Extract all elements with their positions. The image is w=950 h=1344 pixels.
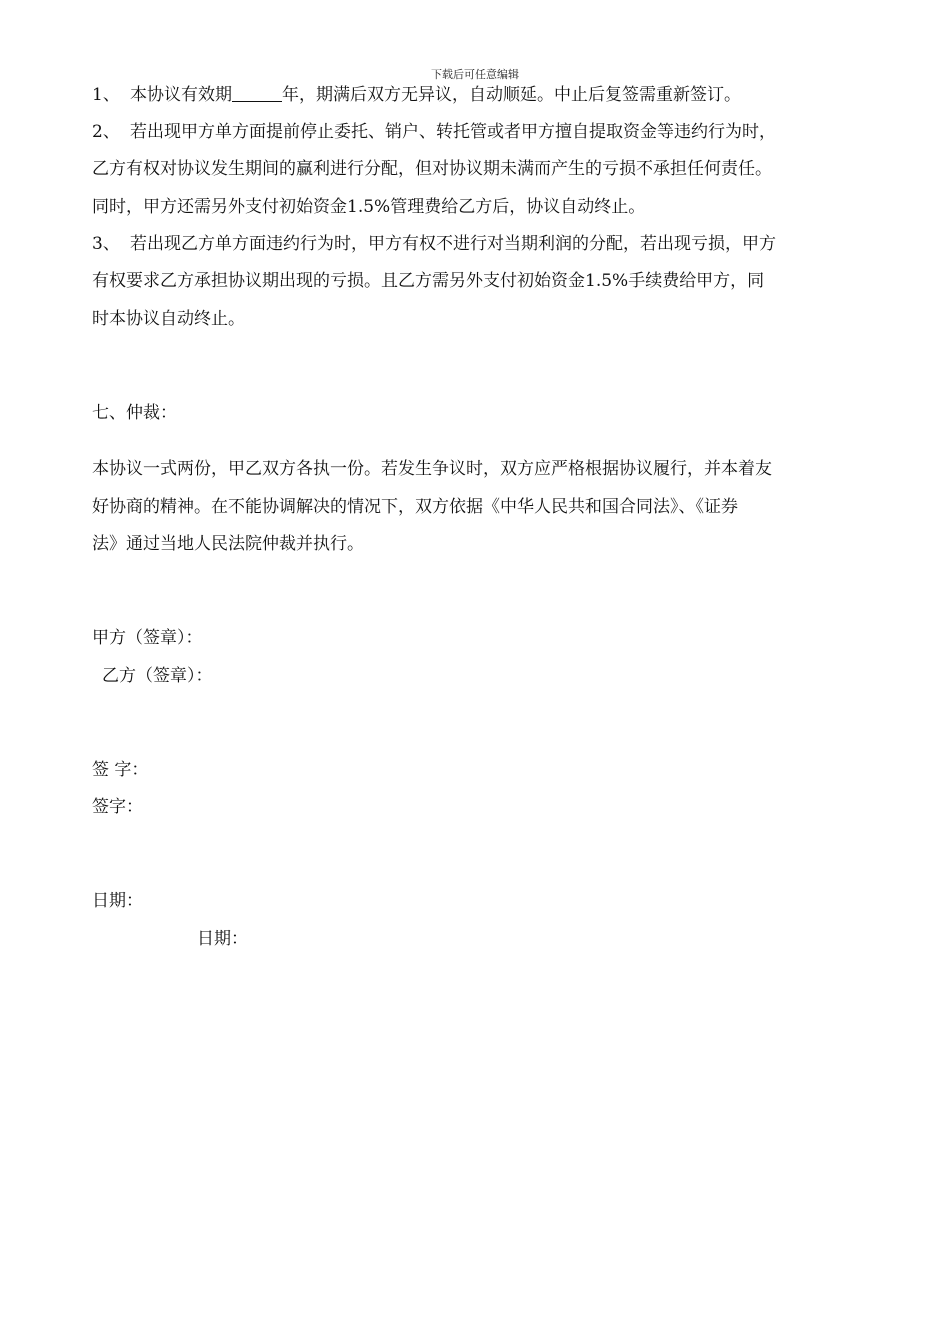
party-b-seal-label: 乙方（签章）： — [102, 666, 213, 686]
clause-3-line-3: 时本协议自动终止。 — [92, 309, 245, 329]
clause-2-line-2: 乙方有权对协议发生期间的赢利进行分配，但对协议期未满而产生的亏损不承担任何责任。 — [92, 159, 772, 179]
clause-1-number: 1、 — [92, 85, 120, 105]
header-note: 下载后可任意编辑 — [431, 68, 519, 81]
clause-1-line-1 — [92, 83, 741, 107]
section-7-line-2: 好协商的精神。在不能协调解决的情况下，双方依据《中华人民共和国合同法》、《证券 — [92, 497, 738, 517]
section-7-line-3: 法》通过当地人民法院仲裁并执行。 — [92, 534, 364, 554]
clause-1-text-before-blank: 本协议有效期 — [130, 85, 232, 105]
clause-1-text-after-blank: 年，期满后双方无异议，自动顺延。中止后复签需重新签订。 — [282, 85, 741, 105]
date-a-label: 日期： — [92, 891, 143, 911]
party-a-seal-label: 甲方（签章）： — [92, 628, 203, 648]
clause-2-line-3: 同时，甲方还需另外支付初始资金1.5%管理费给乙方后，协议自动终止。 — [92, 197, 646, 217]
clause-2-text-1: 若出现甲方单方面提前停止委托、销户、转托管或者甲方擅自提取资金等违约行为时， — [130, 122, 776, 142]
clause-3-text-1: 若出现乙方单方面违约行为时，甲方有权不进行对当期利润的分配，若出现亏损，甲方 — [130, 234, 776, 254]
clause-2-number: 2、 — [92, 122, 120, 142]
clause-3-line-2: 有权要求乙方承担协议期出现的亏损。且乙方需另外支付初始资金1.5%手续费给甲方，同 — [92, 271, 765, 291]
section-7-heading: 七、仲裁： — [92, 403, 177, 423]
clause-3-number: 3、 — [92, 234, 120, 254]
date-b-label: 日期： — [197, 929, 248, 949]
section-7-line-1: 本协议一式两份，甲乙双方各执一份。若发生争议时，双方应严格根据协议履行，并本着友 — [92, 459, 772, 479]
clause-2-line-1 — [92, 120, 776, 144]
clause-3-line-1 — [92, 232, 776, 256]
sign-a-label: 签 字： — [92, 760, 149, 780]
sign-b-label: 签字： — [92, 797, 143, 817]
term-years-blank — [232, 85, 282, 102]
